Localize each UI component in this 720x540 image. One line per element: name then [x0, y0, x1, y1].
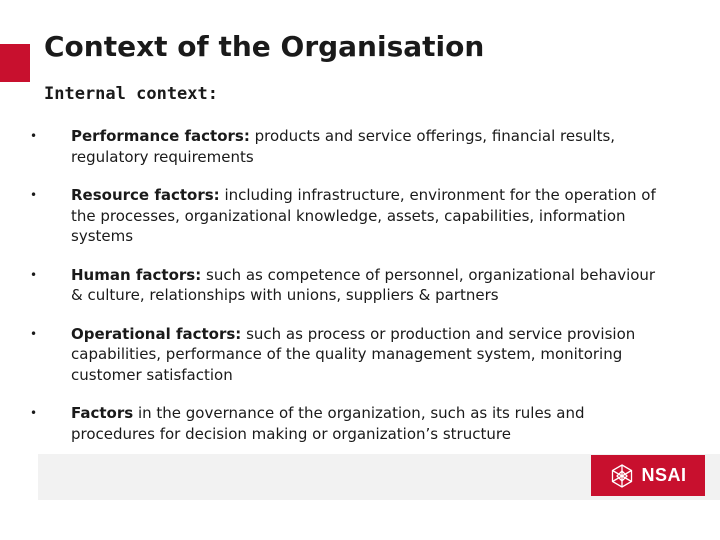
bullet-marker: •: [30, 188, 38, 202]
bullet-term: Human factors:: [71, 265, 202, 284]
bullet-term: Performance factors:: [71, 127, 250, 145]
bullet-text: products and service offerings, financial results, regulatory requirements: [71, 127, 616, 166]
logo-text: NSAI: [641, 465, 687, 485]
bullet-marker: •: [30, 267, 38, 282]
bullet-marker: •: [30, 326, 38, 341]
bullet-text: in the governance of the organization, such as its rules and procedures for decision making or organization’s structure: [71, 404, 585, 443]
bullet-marker: •: [30, 406, 38, 420]
bullet-item-human: [30, 265, 670, 306]
bullet-item-performance: [30, 126, 670, 167]
bullet-text: such as process or production and service provision capabilities, performance of the quality management system, monitoring customer satisfaction: [71, 324, 636, 384]
bullet-term: Factors: [71, 404, 134, 422]
nsai-logo: [591, 455, 705, 496]
title-accent-bar: [0, 44, 30, 82]
slide-title: Context of the Organisation: [44, 30, 485, 63]
bullet-text: including infrastructure, environment for the operation of the processes, organizational knowledge, assets, capabilities, information systems: [71, 186, 656, 245]
bullet-term: Operational factors:: [71, 324, 242, 343]
bullet-term: Resource factors:: [71, 186, 220, 204]
nsai-logo-icon: [609, 463, 635, 489]
bullet-item-operational: [30, 324, 670, 386]
slide-subtitle: Internal context:: [44, 84, 218, 104]
bullet-list: [30, 126, 670, 462]
bullet-item-resource: [30, 185, 670, 247]
bullet-item-governance: [30, 403, 670, 444]
bullet-text: such as competence of personnel, organizational behaviour & culture, relationships with unions, suppliers & partners: [71, 265, 656, 304]
bullet-marker: •: [30, 129, 38, 143]
